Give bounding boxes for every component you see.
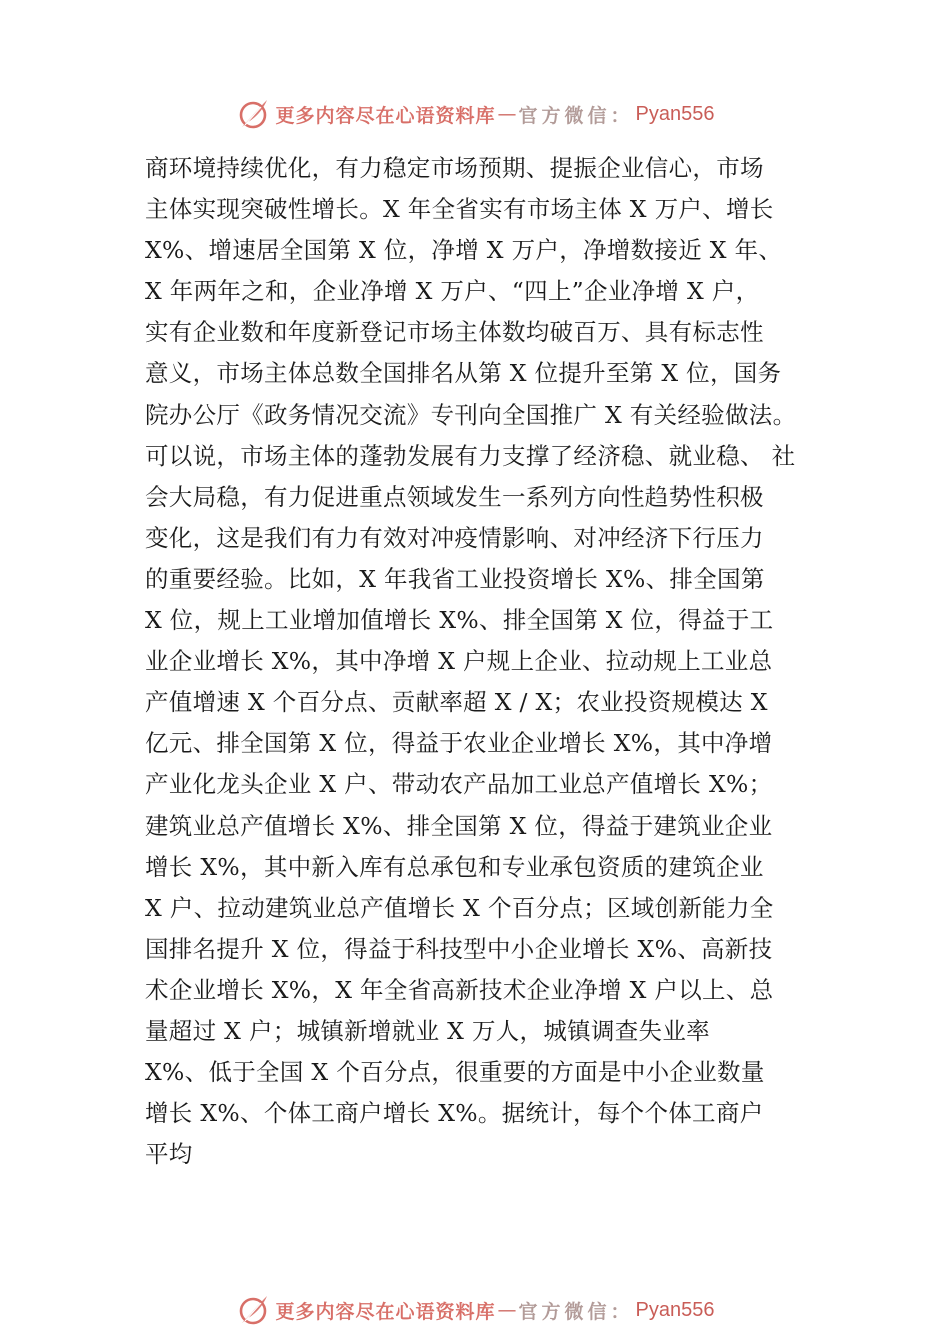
watermark-header (0, 94, 950, 134)
document-body (145, 148, 825, 1175)
watermark-text: 更多内容尽在心语资料库 (275, 1300, 496, 1323)
watermark-footer (0, 1290, 950, 1330)
text-line: X 位，规上工业增加值增长 X%、排全国第 X 位，得益于工 (145, 606, 774, 635)
text-line: 平均 (145, 1140, 193, 1169)
text-line: 增长 X%、个体工商户增长 X%。据统计，每个个体工商户 (145, 1099, 764, 1128)
text-line: 商环境持续优化，有力稳定市场预期、提振企业信心，市场 (145, 154, 764, 182)
text-line: X%、低于全国 X 个百分点，很重要的方面是中小企业数量 (145, 1058, 765, 1087)
text-line: 实有企业数和年度新登记市场主体数均破百万、具有标志性 (145, 318, 764, 347)
text-line: 会大局稳，有力促进重点领域发生一系列方向性趋势性积极 (145, 482, 764, 511)
watermark-wechat-id: Pyan556 (635, 102, 715, 125)
watermark-wechat-label: 官方微信： (518, 104, 634, 127)
watermark-text: 更多内容尽在心语资料库 (275, 104, 496, 127)
text-line: X 户、拉动建筑业总产值增长 X 个百分点；区域创新能力全 (145, 893, 774, 922)
text-line: X 年两年之和，企业净增 X 万户、“四上”企业净增 X 户， (145, 277, 760, 306)
text-line: 术企业增长 X%，X 年全省高新技术企业净增 X 户以上、总 (145, 975, 774, 1004)
quill-logo-icon (236, 97, 270, 131)
text-line: 院办公厅《政务情况交流》专刊向全国推广 X 有关经验做法。 (145, 400, 797, 429)
text-line: 产业化龙头企业 X 户、带动农产品加工业总产值增长 X%； (145, 770, 773, 799)
text-line: 增长 X%，其中新入库有总承包和专业承包资质的建筑企业 (145, 852, 764, 881)
watermark-wechat-label: 官方微信： (518, 1300, 634, 1323)
watermark-separator: — (497, 1299, 517, 1321)
quill-logo-icon (236, 1293, 270, 1327)
watermark-separator: — (497, 103, 517, 125)
text-line: 亿元、排全国第 X 位，得益于农业企业增长 X%，其中净增 (145, 729, 773, 758)
text-line: 的重要经验。比如，X 年我省工业投资增长 X%、排全国第 (145, 564, 765, 593)
text-line: 可以说，市场主体的蓬勃发展有力支撑了经济稳、就业稳、 社 (145, 441, 796, 470)
text-line: X%、增速居全国第 X 位，净增 X 万户，净增数接近 X 年、 (145, 236, 783, 265)
text-line: 量超过 X 户；城镇新增就业 X 万人，城镇调查失业率 (145, 1016, 710, 1045)
text-line: 建筑业总产值增长 X%、排全国第 X 位，得益于建筑业企业 (145, 811, 773, 840)
text-line: 国排名提升 X 位，得益于科技型中小企业增长 X%、高新技 (145, 934, 773, 963)
watermark-wechat-id: Pyan556 (635, 1298, 715, 1321)
text-line: 变化，这是我们有力有效对冲疫情影响、对冲经济下行压力 (145, 523, 764, 552)
text-line: 意义，市场主体总数全国排名从第 X 位提升至第 X 位，国务 (145, 359, 782, 388)
text-line: 主体实现突破性增长。X 年全省实有市场主体 X 万户、增长 (145, 195, 774, 224)
text-line: 产值增速 X 个百分点、贡献率超 X / X；农业投资规模达 X (145, 688, 768, 717)
text-line: 业企业增长 X%，其中净增 X 户规上企业、拉动规上工业总 (145, 647, 773, 676)
